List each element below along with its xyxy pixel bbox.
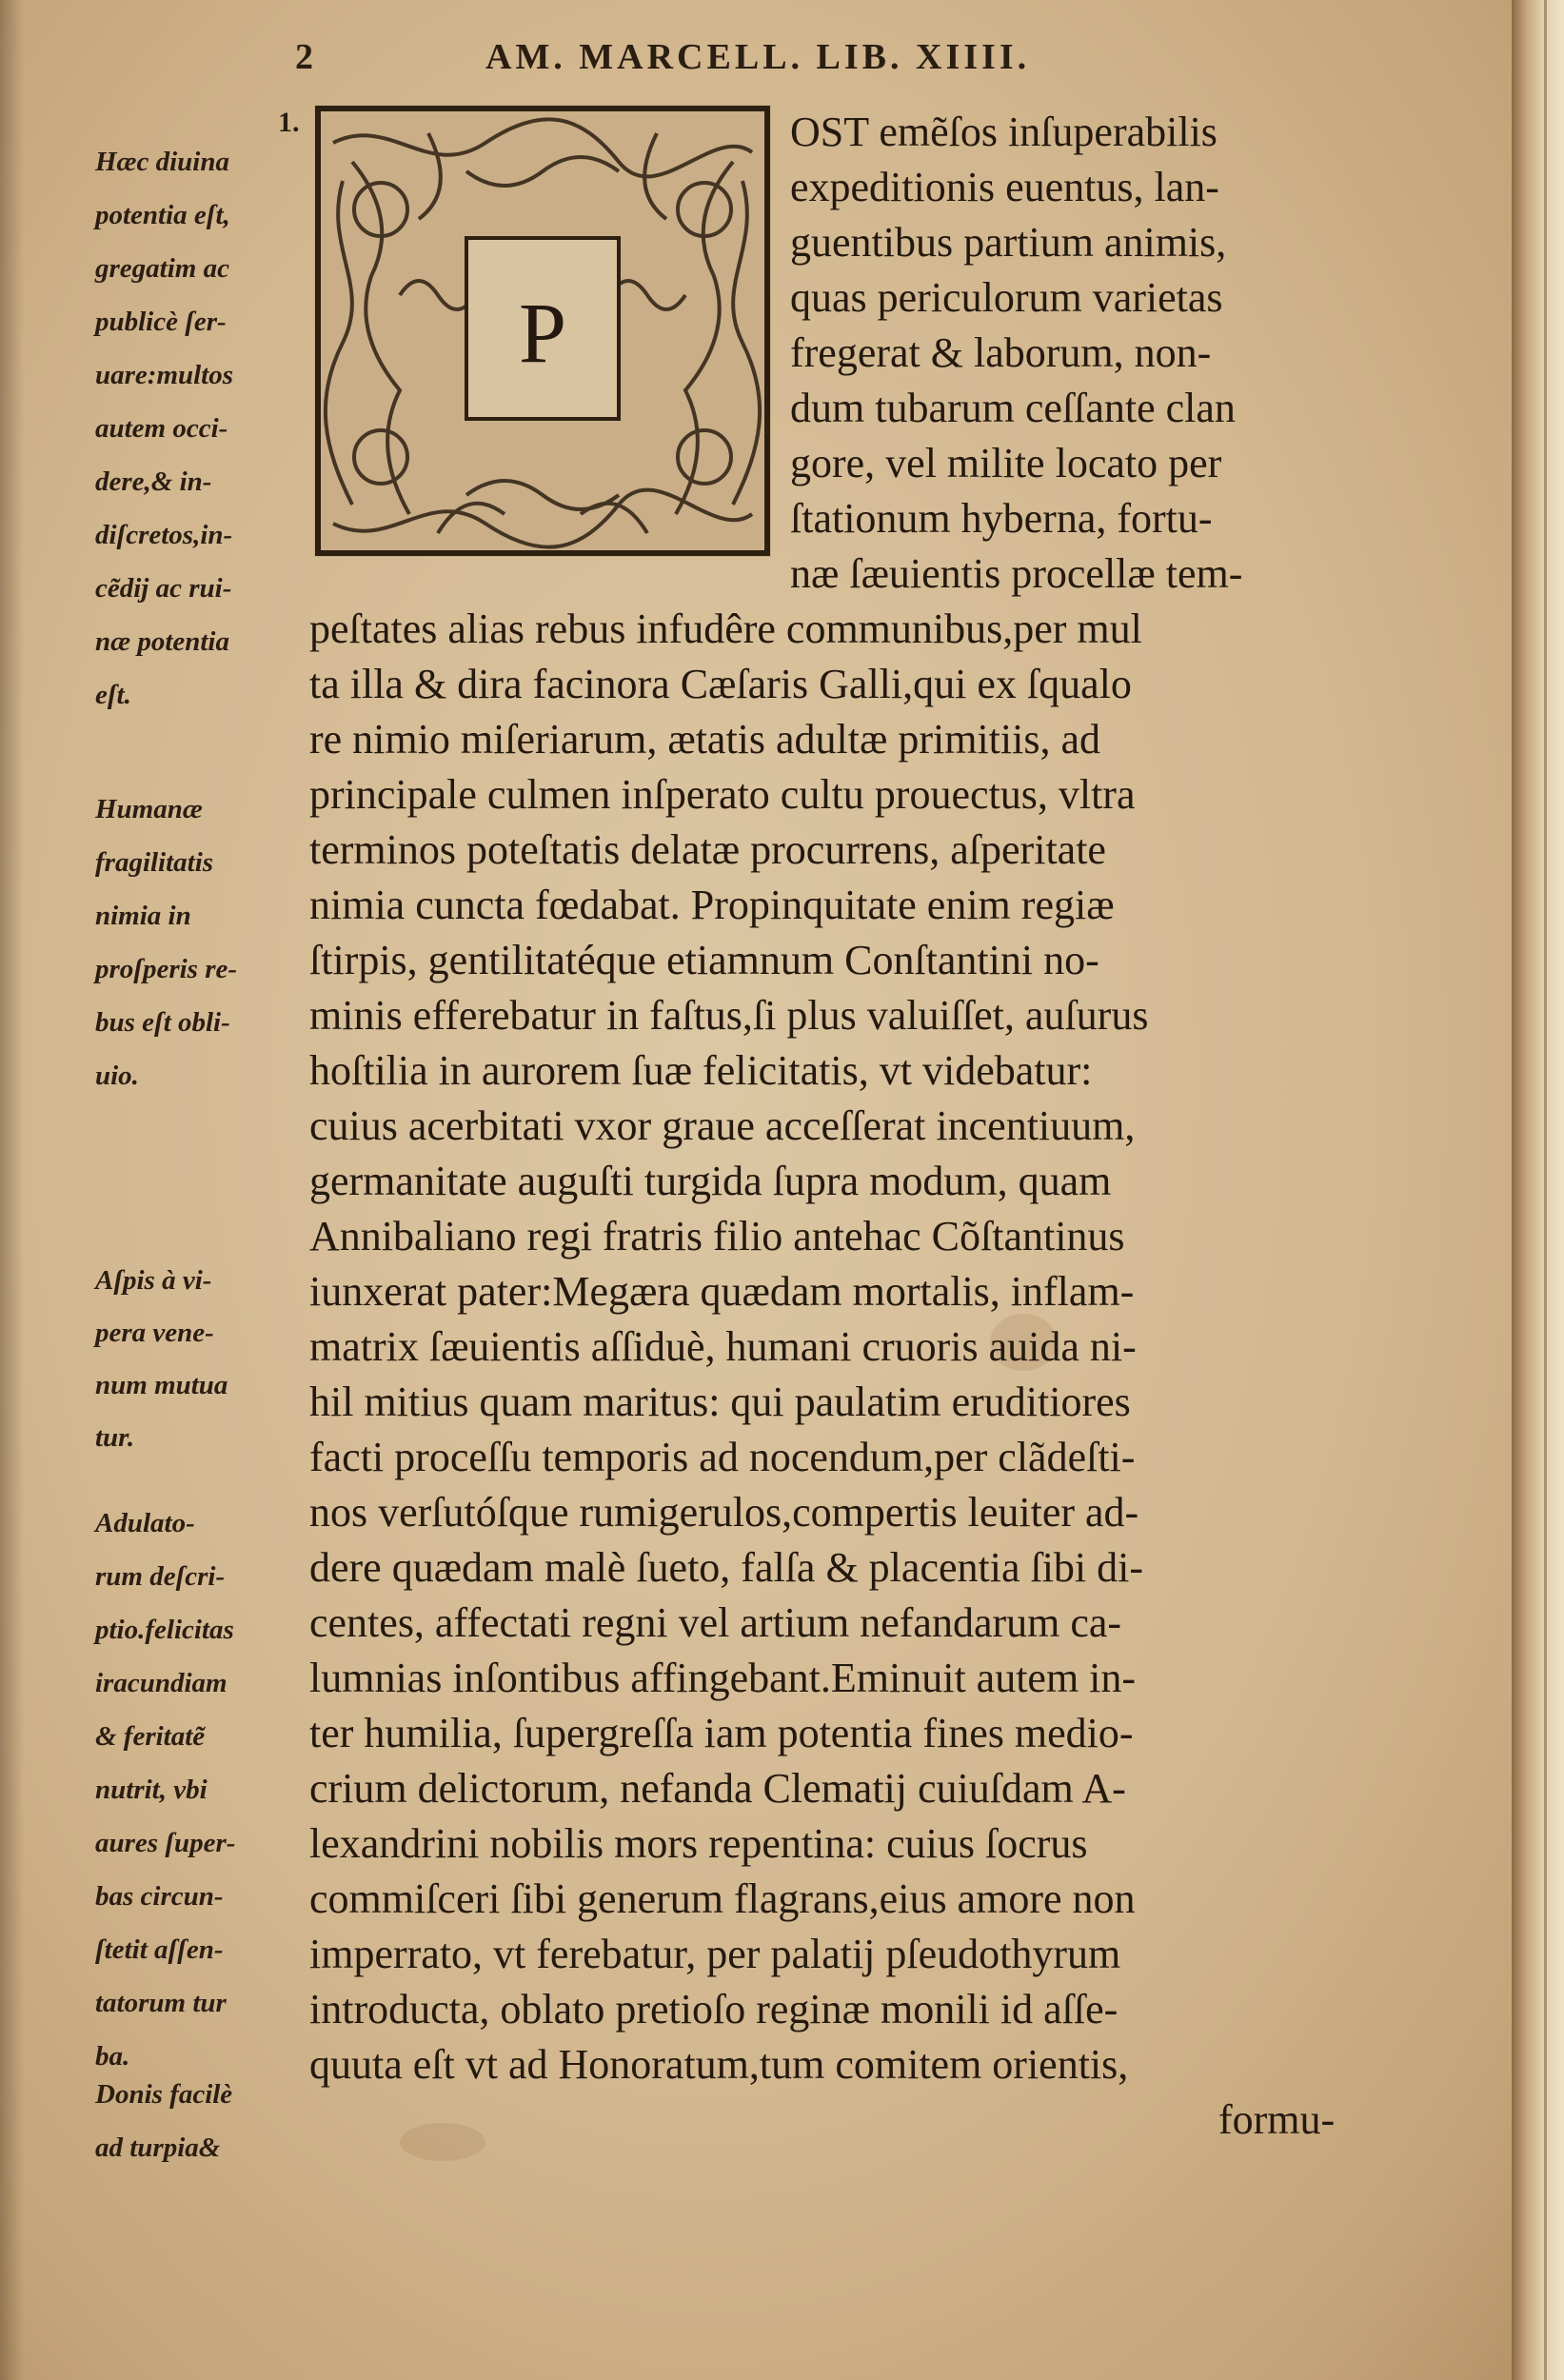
paper-stain [400,2123,485,2161]
margin-note-line: publicè ſer- [95,307,227,337]
text-line: lexandrini nobilis mors repentina: cuius ſocrus [309,1820,1088,1867]
text-line: germanitate auguſti turgida ſupra modum, quam [309,1158,1112,1204]
text-line: dum tubarum ceſſante clan [790,385,1236,431]
margin-note-line: dere,& in- [95,466,212,497]
decorated-initial [314,105,771,557]
margin-note-line: ba. [95,2041,130,2072]
text-line: commiſceri ſibi generum flagrans,eius amore non [309,1875,1136,1922]
text-line: nimia cuncta fœdabat. Propinquitate enim regiæ [309,882,1115,928]
margin-note-line: iracundiam [95,1668,228,1698]
paragraph-number: 1. [278,107,300,138]
margin-note-line: Adulato- [95,1508,195,1538]
margin-note-line: diſcretos,in- [95,520,233,550]
margin-note-line: uare:multos [95,360,234,390]
text-line: Annibaliano regi fratris filio antehac Cõſtantinus [309,1213,1125,1259]
text-line: terminos poteſtatis delatæ procurrens, aſperitate [309,826,1106,873]
margin-note-line: Hæc diuina [95,147,229,177]
text-line: centes, affectati regni vel artium nefandarum ca- [309,1599,1122,1646]
running-head: AM. MARCELL. LIB. XIIII. [485,37,1031,77]
text-line: crium delictorum, nefanda Clematij cuiuſdam A- [309,1765,1126,1812]
text-line: quas periculorum varietas [790,274,1223,321]
margin-note-line: fragilitatis [95,847,214,878]
page-number: 2 [295,37,317,77]
text-line: ſtationum hyberna, fortu- [790,495,1213,542]
margin-note-line: cẽdij ac rui- [95,573,232,604]
margin-note-line: tatorum tur [95,1988,227,2018]
page-edge [1512,0,1564,2380]
margin-note-line: nutrit, vbi [95,1775,208,1805]
text-line: expeditionis euentus, lan- [790,164,1219,210]
text-line: re nimio miſeriarum, ætatis adultæ primitiis, ad [309,716,1100,763]
margin-note-line: num mutua [95,1370,228,1400]
margin-note-line: Donis facilè [95,2079,233,2110]
catchword: formu- [1218,2096,1336,2143]
page-header [286,36,1237,84]
margin-note-line: rum deſcri- [95,1561,226,1592]
text-line: lumnias inſontibus affingebant.Eminuit autem in- [309,1655,1137,1701]
text-line: principale culmen inſperato cultu prouectus, vltra [309,771,1136,818]
text-line: facti proceſſu temporis ad nocendum,per clãdeſti- [309,1434,1136,1480]
text-line: matrix ſæuientis aſſiduè, humani cruoris auida ni- [309,1323,1137,1370]
margin-note-line: bas circun- [95,1881,224,1912]
text-line: ſtirpis, gentilitatéque etiamnum Conſtantini no- [309,937,1099,983]
margin-note-line: Humanæ [95,794,203,824]
margin-note-line: eſt. [95,680,131,710]
text-line: ter humilia, ſupergreſſa iam potentia fines medio- [309,1710,1134,1756]
text-line: cuius acerbitati vxor graue acceſſerat incentiuum, [309,1102,1136,1149]
text-line: imperrato, vt ferebatur, per palatij pſeudothyrum [309,1931,1121,1977]
initial-letter: P [518,287,567,381]
margin-note-line: aures ſuper- [95,1828,236,1858]
margin-note-line: ad turpia& [95,2132,221,2163]
margin-note-line: nimia in [95,901,191,931]
text-line: iunxerat pater:Megæra quædam mortalis, inflam- [309,1268,1135,1315]
text-line: gore, vel milite locato per [790,440,1222,486]
text-line: hoſtilia in aurorem ſuæ felicitatis, vt videbatur: [309,1047,1093,1094]
text-line: fregerat & laborum, non- [790,329,1212,376]
text-line: næ ſæuientis procellæ tem- [790,550,1243,597]
margin-note-line: proſperis re- [95,954,238,984]
text-line: ta illa & dira facinora Cæſaris Galli,qui ex ſqualo [309,661,1132,707]
text-line: minis efferebatur in faſtus,ſi plus valuiſſet, auſurus [309,992,1149,1039]
margin-note-line: gregatim ac [95,253,229,284]
margin-note-line: potentia eſt, [95,200,230,230]
decorated-initial-art [314,105,771,557]
margin-note-line: pera vene- [95,1318,214,1348]
margin-note-line: Aſpis à vi- [95,1265,212,1296]
text-line: introducta, oblato pretioſo reginæ monili id aſſe- [309,1986,1119,2033]
margin-note-line: uio. [95,1061,139,1091]
text-line: dere quædam malè ſueto, falſa & placentia ſibi di- [309,1544,1144,1591]
margin-note-line: bus eſt obli- [95,1007,230,1038]
margin-note-line: tur. [95,1422,135,1453]
gutter-shadow [0,0,24,2380]
margin-note-line: ptio.felicitas [95,1615,234,1645]
margin-note-line: & feritatẽ [95,1721,206,1752]
text-line: guentibus partium animis, [790,219,1227,266]
margin-note-line: ſtetit aſſen- [95,1934,224,1965]
margin-note-line: næ potentia [95,626,229,657]
text-line: peſtates alias rebus infudêre communibus,per mul [309,605,1142,652]
text-line: nos verſutóſque rumigerulos,compertis leuiter ad- [309,1489,1139,1536]
text-line: OST emẽſos inſuperabilis [790,109,1218,155]
text-line: hil mitius quam maritus: qui paulatim eruditiores [309,1378,1131,1425]
margin-note-line: autem occi- [95,413,228,444]
text-line: quuta eſt vt ad Honoratum,tum comitem orientis, [309,2041,1129,2088]
page-edge-line [1544,0,1547,2380]
